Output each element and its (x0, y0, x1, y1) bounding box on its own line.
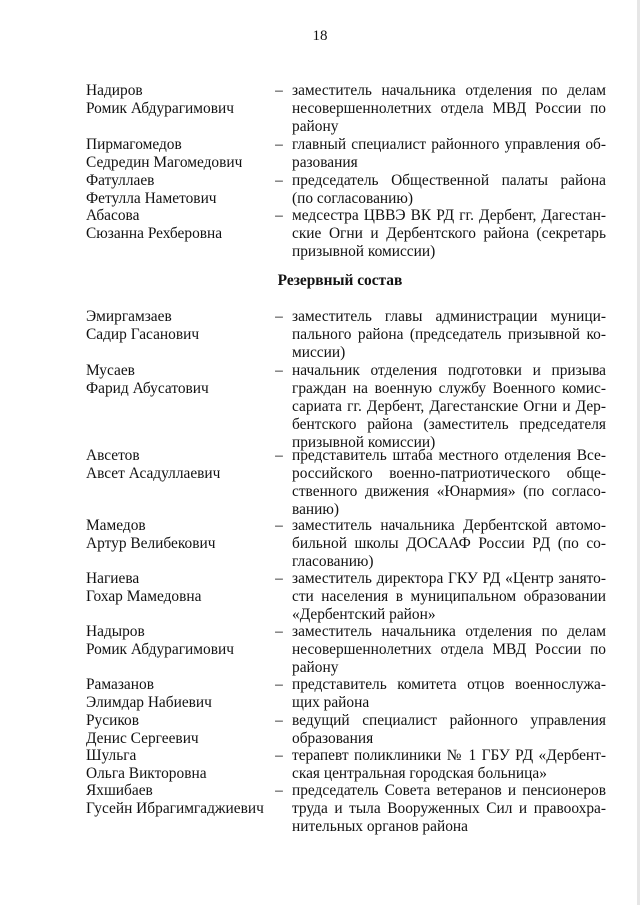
member-name (86, 172, 271, 208)
member-given-names: Денис Сергеевич (86, 730, 199, 747)
member-given-names: Ромик Абдурагимович (86, 641, 234, 658)
member-given-names: Авсет Асадуллаевич (86, 465, 221, 482)
role-line: гласованию) (292, 553, 374, 570)
dash-separator: – (275, 447, 283, 464)
member-role (292, 207, 606, 261)
member-role (292, 623, 606, 677)
member-role (292, 82, 606, 136)
member-name (86, 712, 271, 748)
role-line: российского военно-патриотического обще- (292, 465, 606, 482)
member-surname: Шульга (86, 747, 137, 764)
dash-separator: – (275, 308, 283, 325)
member-role (292, 362, 606, 452)
dash-separator: – (275, 207, 283, 224)
role-line: терапевт поликлиники № 1 ГБУ РД «Дербент- (292, 747, 606, 764)
dash-separator: – (275, 712, 283, 729)
member-name (86, 308, 271, 344)
member-given-names: Фарид Абусатович (86, 380, 209, 397)
member-role (292, 308, 606, 362)
role-line: нительных органов района (292, 818, 468, 835)
role-line: ведущий специалист районного управления (292, 712, 606, 729)
dash-separator: – (275, 136, 283, 153)
member-role (292, 747, 606, 783)
dash-separator: – (275, 172, 283, 189)
role-line: сти населения в муниципальном образовании (292, 588, 606, 605)
role-line: главный специалист районного управления об- (292, 136, 606, 153)
member-given-names: Ромик Абдурагимович (86, 100, 234, 117)
role-line: призывной комиссии) (292, 243, 436, 260)
role-line: представитель штаба местного отделения Все- (292, 447, 606, 464)
member-role (292, 517, 606, 571)
member-surname: Рамазанов (86, 676, 154, 693)
member-name (86, 782, 271, 818)
role-line: району (292, 659, 339, 676)
member-role (292, 676, 606, 712)
role-line: заместитель начальника отделения по делам (292, 82, 606, 99)
role-line: несовершеннолетних отдела МВД России по (292, 641, 606, 658)
role-line: разования (292, 154, 358, 171)
dash-separator: – (275, 517, 283, 534)
role-line: труда и тыла Вооруженных Сил и правоохра- (292, 800, 606, 817)
member-name (86, 570, 271, 606)
member-surname: Абасова (86, 207, 140, 224)
member-given-names: Ольга Викторовна (86, 765, 207, 782)
member-role (292, 712, 606, 748)
role-line: заместитель начальника Дербентской автомо- (292, 517, 606, 534)
member-surname: Надиров (86, 82, 143, 99)
member-given-names: Седредин Магомедович (86, 154, 243, 171)
member-given-names: Гохар Мамедовна (86, 588, 202, 605)
dash-separator: – (275, 362, 283, 379)
role-line: ские Огни и Дербентского района (секретарь (292, 225, 606, 242)
dash-separator: – (275, 82, 283, 99)
role-line: ская центральная городская больница» (292, 765, 547, 782)
member-surname: Русиков (86, 712, 139, 729)
member-surname: Мусаев (86, 362, 135, 379)
role-line: ванию) (292, 501, 339, 518)
member-role (292, 570, 606, 624)
role-line: району (292, 118, 339, 135)
page-number: 18 (312, 28, 328, 44)
member-name (86, 207, 271, 243)
dash-separator: – (275, 747, 283, 764)
member-surname: Фатуллаев (86, 172, 155, 189)
member-name (86, 517, 271, 553)
member-role (292, 782, 606, 836)
role-line: заместитель начальника отделения по делам (292, 623, 606, 640)
member-surname: Мамедов (86, 517, 146, 534)
role-line: призывной комиссии) (292, 434, 436, 451)
member-given-names: Артур Велибекович (86, 535, 216, 552)
member-given-names: Садир Гасанович (86, 326, 200, 343)
member-surname: Пирмагомедов (86, 136, 182, 153)
member-role (292, 447, 606, 519)
role-line: заместитель главы администрации муници- (292, 308, 606, 325)
role-line: пального района (председатель призывной ко- (292, 326, 606, 343)
member-surname: Авсетов (86, 447, 140, 464)
member-name (86, 447, 271, 483)
role-line: «Дербентский район» (292, 606, 436, 623)
reserve-heading: Резервный состав (277, 272, 403, 289)
role-line: медсестра ЦВВЭ ВК РД гг. Дербент, Дагестан- (292, 207, 606, 224)
member-surname: Яхшибаев (86, 782, 153, 799)
member-name (86, 82, 271, 118)
role-line: ственного движения «Юнармия» (по согласо- (292, 483, 606, 500)
role-line: граждан на военную службу Военного комис- (292, 380, 606, 397)
role-line: миссии) (292, 344, 346, 361)
role-line: заместитель директора ГКУ РД «Центр занято- (292, 570, 606, 587)
role-line: сариата гг. Дербент, Дагестанские Огни и Дер- (292, 398, 606, 415)
dash-separator: – (275, 676, 283, 693)
role-line: председатель Общественной палаты района (292, 172, 606, 189)
member-role (292, 172, 606, 208)
member-name (86, 136, 271, 172)
member-surname: Нагиева (86, 570, 140, 587)
member-name (86, 676, 271, 712)
role-line: бильной школы ДОСААФ России РД (по со- (292, 535, 606, 552)
member-role (292, 136, 606, 172)
member-name (86, 623, 271, 659)
dash-separator: – (275, 570, 283, 587)
member-given-names: Фетулла Наметович (86, 190, 217, 207)
member-surname: Надыров (86, 623, 145, 640)
dash-separator: – (275, 782, 283, 799)
member-given-names: Гусейн Ибрагимгаджиевич (86, 800, 264, 817)
member-given-names: Элимдар Набиевич (86, 694, 212, 711)
role-line: начальник отделения подготовки и призыва (292, 362, 606, 379)
role-line: щих района (292, 694, 370, 711)
member-name (86, 362, 271, 398)
member-name (86, 747, 271, 783)
member-surname: Эмиргамзаев (86, 308, 172, 325)
role-line: председатель Совета ветеранов и пенсионеров (292, 782, 606, 799)
role-line: несовершеннолетних отдела МВД России по (292, 100, 606, 117)
dash-separator: – (275, 623, 283, 640)
role-line: бентского района (заместитель председателя (292, 416, 606, 433)
role-line: представитель комитета отцов военнослужа- (292, 676, 606, 693)
member-given-names: Сюзанна Рехберовна (86, 225, 223, 242)
role-line: образования (292, 730, 374, 747)
role-line: (по согласованию) (292, 190, 413, 207)
